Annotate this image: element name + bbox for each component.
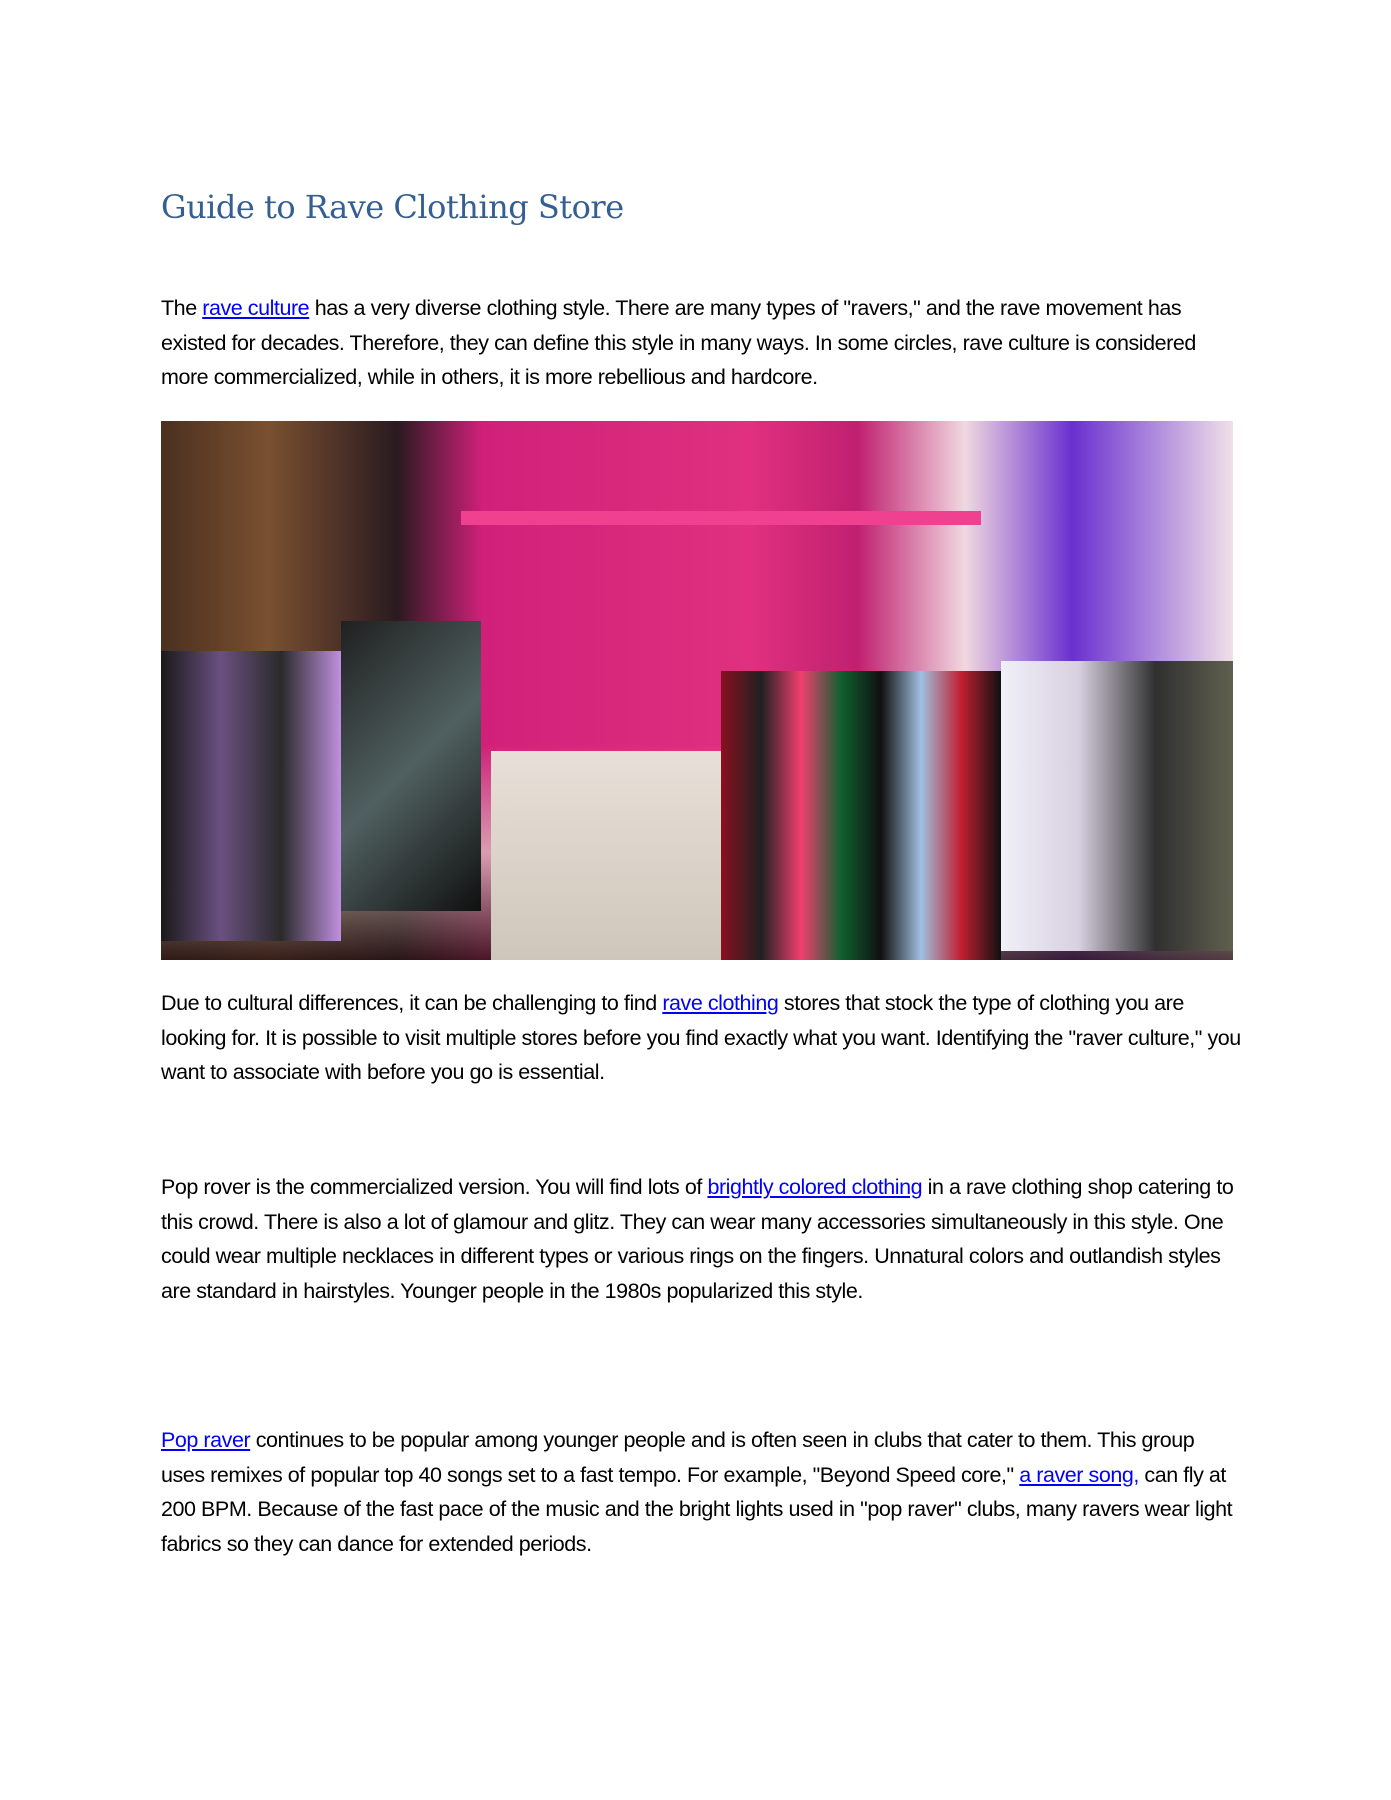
link-rave-culture[interactable]: rave culture — [202, 296, 310, 320]
text: Due to cultural differences, it can be challenging to find — [161, 991, 663, 1015]
paragraph-cultural-differences — [161, 986, 1241, 1090]
text: continues to be popular among younger people and is often seen in clubs that cater to them. This group uses remixes of popular top 40 songs set to a fast tempo. For example, "Beyond Speed core," — [161, 1428, 1195, 1487]
photo-rack — [1001, 661, 1233, 951]
text: in a rave clothing shop catering to this crowd. There is also a lot of glamour and glitz. They can wear many accessories simultaneously in this style. One could wear multiple necklaces in different types or various rings on the fingers. Unnatural colors and outlandish styles are standard in hairstyles. Younger people in the 1980s popularized this style. — [161, 1175, 1234, 1304]
link-rave-clothing[interactable]: rave clothing — [662, 991, 779, 1015]
text: The — [161, 296, 203, 320]
text: has a very diverse clothing style. There are many types of "ravers," and the rave movement has existed for decades. Therefore, they can define this style in many ways. In some circles, rave culture is considered more commercialized, while in others, it is more rebellious and hardcore. — [161, 296, 1196, 390]
photo-rack — [161, 651, 341, 941]
photo-rack — [341, 621, 481, 911]
store-photo — [161, 421, 1233, 960]
paragraph-intro — [161, 291, 1221, 395]
page-title: Guide to Rave Clothing Store — [161, 188, 624, 226]
text: can fly at 200 BPM. Because of the fast pace of the music and the bright lights used in "pop raver" clubs, many ravers wear light fabrics so they can dance for extended periods. — [161, 1462, 1233, 1557]
paragraph-pop-raver — [161, 1423, 1241, 1562]
text: stores that stock the type of clothing you are looking for. It is possible to visit multiple stores before you find exactly what you want. Identifying the "raver culture," you want to associate with before you go is essential. — [161, 991, 1241, 1085]
link-brightly-colored-clothing[interactable]: brightly colored clothing — [707, 1175, 923, 1199]
link-pop-raver[interactable]: Pop raver — [161, 1428, 251, 1452]
photo-shelf — [461, 511, 981, 525]
text: Pop rover is the commercialized version. You will find lots of — [161, 1175, 708, 1199]
photo-floor — [491, 751, 751, 960]
photo-rack — [721, 671, 1001, 960]
link-a-raver-song[interactable]: a raver song, — [1019, 1462, 1139, 1487]
paragraph-pop-rover — [161, 1170, 1241, 1309]
